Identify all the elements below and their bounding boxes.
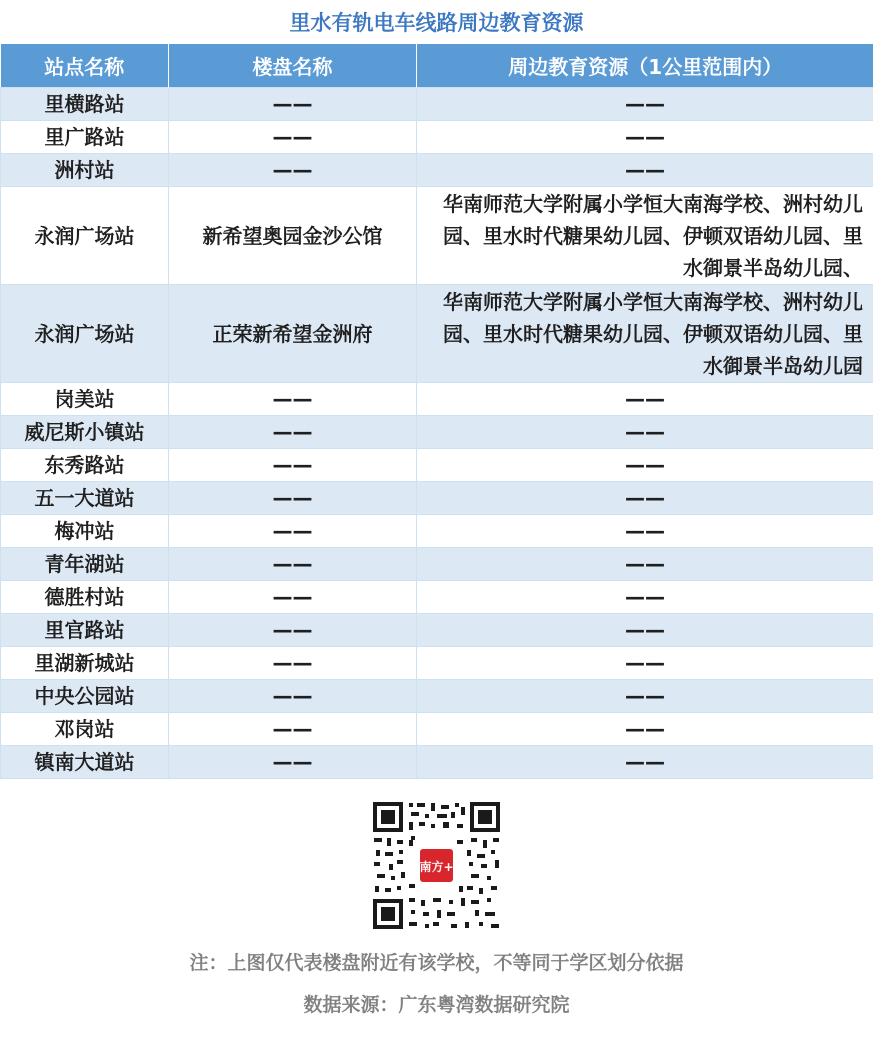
cell-education: 华南师范大学附属小学恒大南海学校、洲村幼儿园、里水时代糖果幼儿园、伊顿双语幼儿园、里水御景半岛幼儿园、 — [417, 187, 873, 285]
qr-code[interactable] — [371, 800, 502, 931]
table-row — [1, 88, 873, 121]
cell-education: —— — [417, 154, 873, 187]
cell-estate: —— — [169, 746, 417, 779]
table-row — [1, 614, 873, 647]
table-row — [1, 746, 873, 779]
cell-estate: —— — [169, 647, 417, 680]
table-row — [1, 647, 873, 680]
cell-estate: —— — [169, 680, 417, 713]
table-row — [1, 449, 873, 482]
cell-estate: —— — [169, 416, 417, 449]
cell-education: —— — [417, 482, 873, 515]
table-row — [1, 515, 873, 548]
table-row — [1, 121, 873, 154]
cell-station: 梅冲站 — [1, 515, 169, 548]
cell-station: 里广路站 — [1, 121, 169, 154]
cell-education: —— — [417, 581, 873, 614]
cell-station: 镇南大道站 — [1, 746, 169, 779]
cell-estate: —— — [169, 482, 417, 515]
cell-station: 里官路站 — [1, 614, 169, 647]
qr-logo-text: 南方+ — [419, 860, 454, 874]
cell-education: 华南师范大学附属小学恒大南海学校、洲村幼儿园、里水时代糖果幼儿园、伊顿双语幼儿园、里水御景半岛幼儿园 — [417, 285, 873, 383]
cell-education: —— — [417, 449, 873, 482]
cell-station: 永润广场站 — [1, 187, 169, 285]
header-education: 周边教育资源（1公里范围内） — [417, 44, 873, 88]
table-row — [1, 713, 873, 746]
cell-estate: —— — [169, 713, 417, 746]
cell-estate: —— — [169, 614, 417, 647]
data-source: 数据来源：广东粤湾数据研究院 — [303, 994, 570, 1016]
cell-station: 威尼斯小镇站 — [1, 416, 169, 449]
cell-estate: —— — [169, 383, 417, 416]
table-title: 里水有轨电车线路周边教育资源 — [289, 11, 584, 35]
table-row — [1, 285, 873, 383]
cell-station: 邓岗站 — [1, 713, 169, 746]
cell-estate: —— — [169, 581, 417, 614]
cell-station: 德胜村站 — [1, 581, 169, 614]
cell-education: —— — [417, 746, 873, 779]
cell-station: 里横路站 — [1, 88, 169, 121]
cell-estate: —— — [169, 88, 417, 121]
cell-station: 中央公园站 — [1, 680, 169, 713]
cell-education: —— — [417, 121, 873, 154]
cell-estate: —— — [169, 154, 417, 187]
table-header-row — [1, 44, 873, 88]
table-row — [1, 383, 873, 416]
cell-education: —— — [417, 383, 873, 416]
cell-estate: —— — [169, 449, 417, 482]
table-row — [1, 548, 873, 581]
cell-station: 岗美站 — [1, 383, 169, 416]
cell-estate: 正荣新希望金洲府 — [169, 285, 417, 383]
table-row — [1, 482, 873, 515]
cell-station: 东秀路站 — [1, 449, 169, 482]
cell-estate: —— — [169, 548, 417, 581]
cell-station: 里湖新城站 — [1, 647, 169, 680]
cell-station: 永润广场站 — [1, 285, 169, 383]
header-station: 站点名称 — [1, 44, 169, 88]
cell-education: —— — [417, 713, 873, 746]
footnote: 注：上图仅代表楼盘附近有该学校，不等同于学区划分依据 — [189, 952, 684, 974]
cell-education: —— — [417, 614, 873, 647]
table-row — [1, 416, 873, 449]
table-row — [1, 187, 873, 285]
education-table — [0, 44, 873, 779]
cell-education: —— — [417, 680, 873, 713]
cell-education: —— — [417, 515, 873, 548]
cell-station: 五一大道站 — [1, 482, 169, 515]
table-row — [1, 581, 873, 614]
cell-education: —— — [417, 416, 873, 449]
cell-education: —— — [417, 548, 873, 581]
cell-education: —— — [417, 647, 873, 680]
table-row — [1, 154, 873, 187]
header-estate: 楼盘名称 — [169, 44, 417, 88]
cell-estate: —— — [169, 515, 417, 548]
cell-station: 青年湖站 — [1, 548, 169, 581]
cell-estate: 新希望奥园金沙公馆 — [169, 187, 417, 285]
cell-station: 洲村站 — [1, 154, 169, 187]
cell-estate: —— — [169, 121, 417, 154]
table-row — [1, 680, 873, 713]
cell-education: —— — [417, 88, 873, 121]
